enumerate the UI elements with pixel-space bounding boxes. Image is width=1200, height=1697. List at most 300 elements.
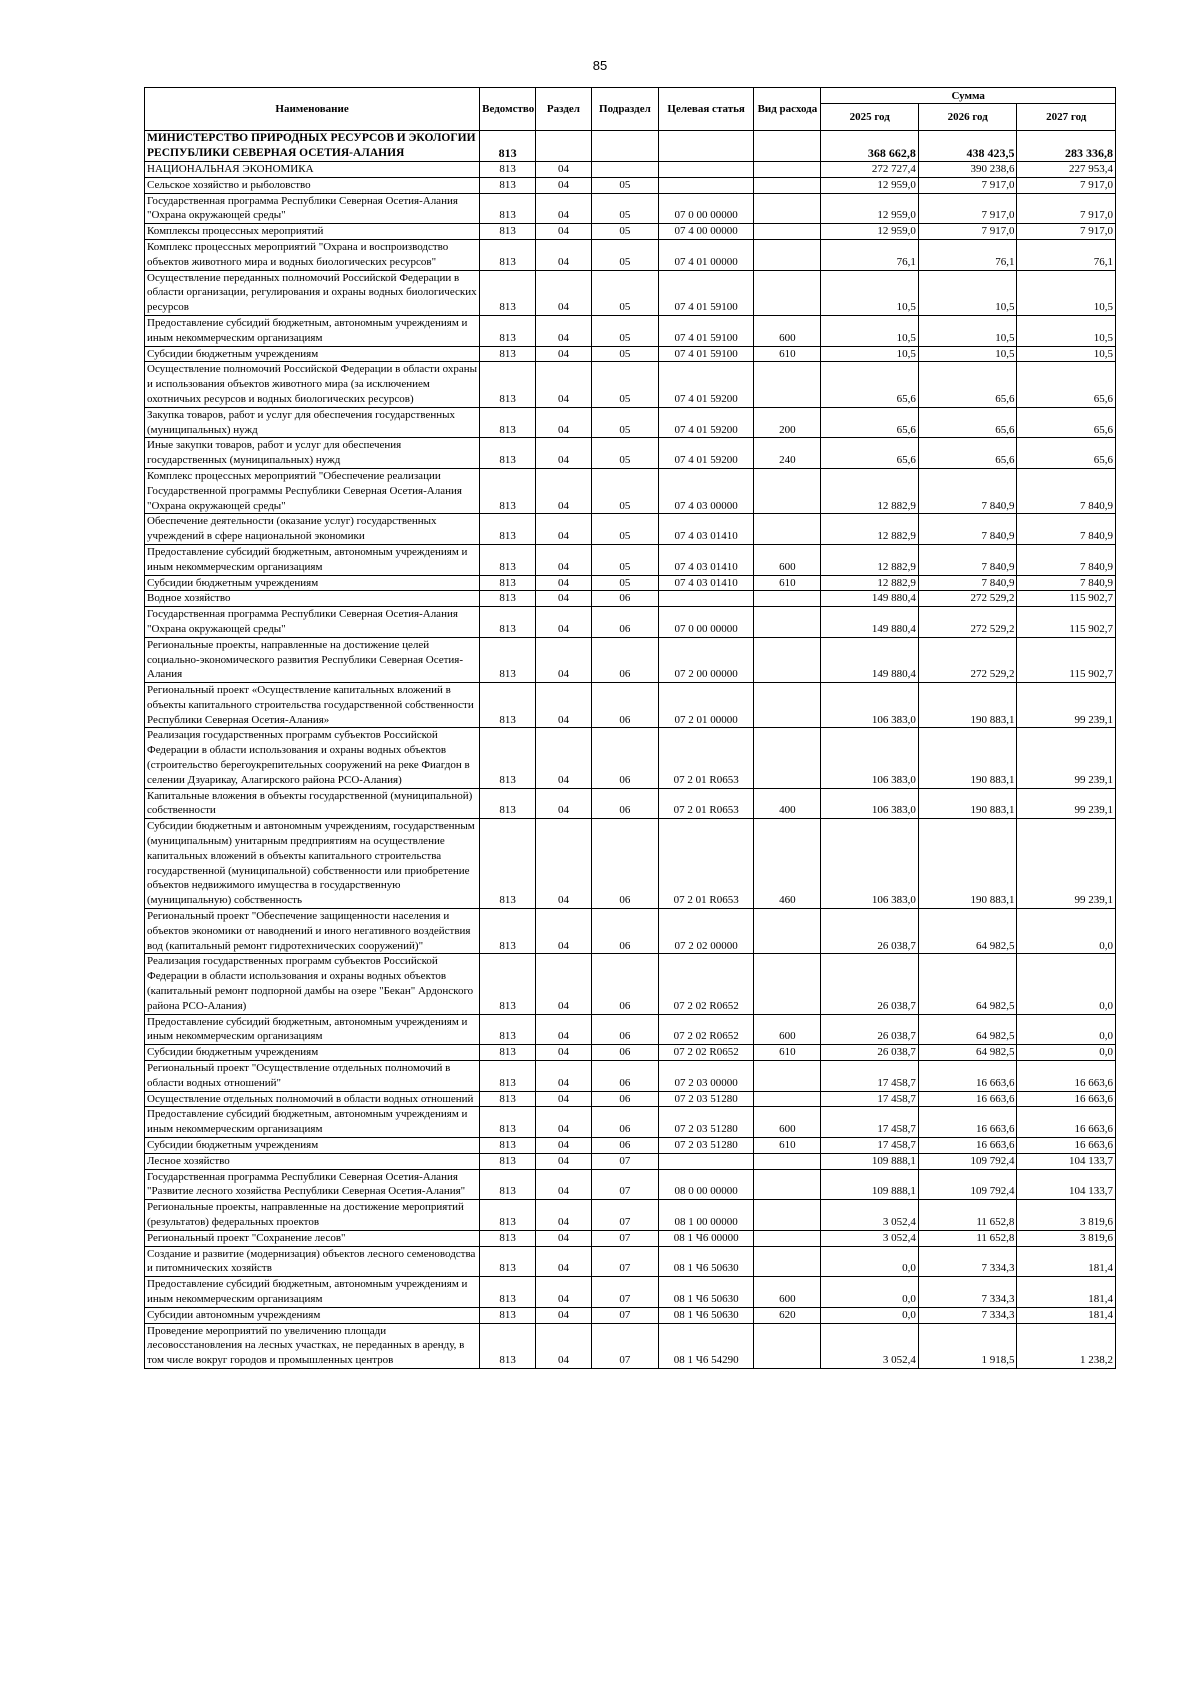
table-row <box>145 1061 1116 1092</box>
razdel-cell: 04 <box>536 315 592 346</box>
table-header <box>145 88 1116 131</box>
podrazdel-cell: 05 <box>591 315 658 346</box>
table-row <box>145 1138 1116 1154</box>
vr-cell <box>754 131 821 162</box>
sum-2025-cell: 106 383,0 <box>821 728 919 788</box>
razdel-cell: 04 <box>536 1169 592 1200</box>
podrazdel-cell: 06 <box>591 819 658 909</box>
ved-cell: 813 <box>480 544 536 575</box>
cs-cell: 07 2 02 R0652 <box>658 954 753 1014</box>
cs-cell: 08 1 Ч6 00000 <box>658 1230 753 1246</box>
sum-2027-cell: 3 819,6 <box>1017 1230 1116 1246</box>
podrazdel-cell: 05 <box>591 575 658 591</box>
sum-2025-cell: 106 383,0 <box>821 788 919 819</box>
ved-cell: 813 <box>480 1107 536 1138</box>
ved-cell: 813 <box>480 162 536 178</box>
vr-cell: 600 <box>754 315 821 346</box>
vr-cell <box>754 239 821 270</box>
podrazdel-cell: 06 <box>591 788 658 819</box>
sum-2027-cell: 99 239,1 <box>1017 819 1116 909</box>
sum-2025-cell: 17 458,7 <box>821 1107 919 1138</box>
table-row <box>145 346 1116 362</box>
ved-cell: 813 <box>480 346 536 362</box>
sum-2027-cell: 7 840,9 <box>1017 544 1116 575</box>
sum-2026-cell: 10,5 <box>918 270 1017 315</box>
sum-2025-cell: 17 458,7 <box>821 1138 919 1154</box>
header-vr: Вид расхода <box>754 88 821 131</box>
table-row <box>145 315 1116 346</box>
cs-cell: 07 4 01 59100 <box>658 346 753 362</box>
sum-2027-cell: 7 917,0 <box>1017 193 1116 224</box>
sum-2027-cell: 10,5 <box>1017 270 1116 315</box>
vr-cell <box>754 177 821 193</box>
sum-2027-cell: 16 663,6 <box>1017 1107 1116 1138</box>
podrazdel-cell: 07 <box>591 1200 658 1231</box>
row-name-cell: Водное хозяйство <box>145 591 480 607</box>
razdel-cell: 04 <box>536 1091 592 1107</box>
row-name-cell: Государственная программа Республики Северная Осетия-Алания "Охрана окружающей среды" <box>145 193 480 224</box>
podrazdel-cell: 07 <box>591 1246 658 1277</box>
podrazdel-cell: 07 <box>591 1169 658 1200</box>
cs-cell: 07 4 03 01410 <box>658 544 753 575</box>
cs-cell: 08 1 Ч6 50630 <box>658 1246 753 1277</box>
table-row <box>145 1277 1116 1308</box>
cs-cell: 07 4 01 59100 <box>658 270 753 315</box>
ved-cell: 813 <box>480 954 536 1014</box>
cs-cell: 07 2 03 51280 <box>658 1091 753 1107</box>
vr-cell <box>754 1169 821 1200</box>
sum-2027-cell: 16 663,6 <box>1017 1091 1116 1107</box>
row-name-cell: Создание и развитие (модернизация) объектов лесного семеноводства и питомнических хозяйств <box>145 1246 480 1277</box>
table-row <box>145 591 1116 607</box>
sum-2027-cell: 115 902,7 <box>1017 591 1116 607</box>
sum-2026-cell: 7 334,3 <box>918 1246 1017 1277</box>
row-name-cell: Осуществление переданных полномочий Российской Федерации в области организации, регулирования и охраны водных биологических ресурсов <box>145 270 480 315</box>
row-name-cell: Предоставление субсидий бюджетным, автономным учреждениям и иным некоммерческим организациям <box>145 1014 480 1045</box>
sum-2025-cell: 12 882,9 <box>821 514 919 545</box>
sum-2027-cell: 7 917,0 <box>1017 224 1116 240</box>
sum-2027-cell: 0,0 <box>1017 954 1116 1014</box>
cs-cell: 08 0 00 00000 <box>658 1169 753 1200</box>
sum-2027-cell: 115 902,7 <box>1017 607 1116 638</box>
ved-cell: 813 <box>480 1091 536 1107</box>
sum-2027-cell: 227 953,4 <box>1017 162 1116 178</box>
ved-cell: 813 <box>480 728 536 788</box>
razdel-cell: 04 <box>536 1153 592 1169</box>
vr-cell: 610 <box>754 1138 821 1154</box>
cs-cell <box>658 177 753 193</box>
razdel-cell: 04 <box>536 819 592 909</box>
ved-cell: 813 <box>480 788 536 819</box>
table-row <box>145 575 1116 591</box>
cs-cell: 07 4 03 01410 <box>658 514 753 545</box>
sum-2027-cell: 76,1 <box>1017 239 1116 270</box>
cs-cell: 07 2 02 R0652 <box>658 1045 753 1061</box>
sum-2027-cell: 181,4 <box>1017 1277 1116 1308</box>
ved-cell: 813 <box>480 1230 536 1246</box>
sum-2025-cell: 106 383,0 <box>821 819 919 909</box>
cs-cell <box>658 591 753 607</box>
vr-cell: 600 <box>754 544 821 575</box>
sum-2026-cell: 10,5 <box>918 315 1017 346</box>
vr-cell <box>754 637 821 682</box>
razdel-cell: 04 <box>536 224 592 240</box>
vr-cell: 610 <box>754 346 821 362</box>
table-row <box>145 193 1116 224</box>
sum-2026-cell: 65,6 <box>918 407 1017 438</box>
table-row <box>145 468 1116 513</box>
row-name-cell: Капитальные вложения в объекты государственной (муниципальной) собственности <box>145 788 480 819</box>
razdel-cell: 04 <box>536 407 592 438</box>
row-name-cell: Региональные проекты, направленные на достижение мероприятий (результатов) федеральных проектов <box>145 1200 480 1231</box>
cs-cell: 07 4 00 00000 <box>658 224 753 240</box>
sum-2025-cell: 10,5 <box>821 315 919 346</box>
razdel-cell: 04 <box>536 909 592 954</box>
sum-2026-cell: 1 918,5 <box>918 1323 1017 1368</box>
sum-2025-cell: 12 959,0 <box>821 224 919 240</box>
podrazdel-cell: 06 <box>591 1138 658 1154</box>
podrazdel-cell: 06 <box>591 909 658 954</box>
razdel-cell <box>536 131 592 162</box>
sum-2026-cell: 10,5 <box>918 346 1017 362</box>
ved-cell: 813 <box>480 270 536 315</box>
cs-cell: 07 2 03 51280 <box>658 1138 753 1154</box>
table-row <box>145 788 1116 819</box>
table-row <box>145 239 1116 270</box>
podrazdel-cell: 06 <box>591 591 658 607</box>
ved-cell: 813 <box>480 1246 536 1277</box>
sum-2027-cell: 65,6 <box>1017 407 1116 438</box>
sum-2027-cell: 65,6 <box>1017 438 1116 469</box>
table-row <box>145 1091 1116 1107</box>
ved-cell: 813 <box>480 1061 536 1092</box>
sum-2026-cell: 7 917,0 <box>918 177 1017 193</box>
sum-2026-cell: 190 883,1 <box>918 788 1017 819</box>
ved-cell: 813 <box>480 637 536 682</box>
podrazdel-cell: 05 <box>591 193 658 224</box>
sum-2025-cell: 12 959,0 <box>821 177 919 193</box>
razdel-cell: 04 <box>536 637 592 682</box>
table-row <box>145 177 1116 193</box>
cs-cell <box>658 131 753 162</box>
ved-cell: 813 <box>480 224 536 240</box>
header-year-2025: 2025 год <box>821 104 919 131</box>
sum-2025-cell: 65,6 <box>821 362 919 407</box>
podrazdel-cell: 07 <box>591 1277 658 1308</box>
header-razdel: Раздел <box>536 88 592 131</box>
row-name-cell: Субсидии бюджетным учреждениям <box>145 1045 480 1061</box>
vr-cell: 200 <box>754 407 821 438</box>
podrazdel-cell: 05 <box>591 177 658 193</box>
table-row <box>145 819 1116 909</box>
cs-cell: 07 0 00 00000 <box>658 193 753 224</box>
sum-2026-cell: 16 663,6 <box>918 1091 1017 1107</box>
cs-cell: 07 2 01 R0653 <box>658 788 753 819</box>
vr-cell <box>754 1200 821 1231</box>
sum-2026-cell: 7 840,9 <box>918 514 1017 545</box>
sum-2025-cell: 10,5 <box>821 346 919 362</box>
vr-cell <box>754 1230 821 1246</box>
sum-2025-cell: 12 882,9 <box>821 544 919 575</box>
podrazdel-cell: 05 <box>591 239 658 270</box>
sum-2026-cell: 272 529,2 <box>918 637 1017 682</box>
row-name-cell: Предоставление субсидий бюджетным, автономным учреждениям и иным некоммерческим организациям <box>145 544 480 575</box>
sum-2026-cell: 7 840,9 <box>918 468 1017 513</box>
sum-2027-cell: 99 239,1 <box>1017 728 1116 788</box>
ved-cell: 813 <box>480 1277 536 1308</box>
table-row <box>145 1153 1116 1169</box>
header-year-2026: 2026 год <box>918 104 1017 131</box>
sum-2026-cell: 7 917,0 <box>918 224 1017 240</box>
sum-2027-cell: 3 819,6 <box>1017 1200 1116 1231</box>
cs-cell: 07 4 01 59200 <box>658 362 753 407</box>
page-number: 85 <box>592 58 608 73</box>
sum-2027-cell: 7 840,9 <box>1017 575 1116 591</box>
table-row <box>145 607 1116 638</box>
sum-2027-cell: 7 840,9 <box>1017 468 1116 513</box>
sum-2026-cell: 190 883,1 <box>918 819 1017 909</box>
row-name-cell: Государственная программа Республики Северная Осетия-Алания "Развитие лесного хозяйства Республики Северная Осетия-Алания" <box>145 1169 480 1200</box>
cs-cell: 07 2 03 51280 <box>658 1107 753 1138</box>
razdel-cell: 04 <box>536 607 592 638</box>
cs-cell: 07 2 02 R0652 <box>658 1014 753 1045</box>
vr-cell: 460 <box>754 819 821 909</box>
row-name-cell: Субсидии автономным учреждениям <box>145 1307 480 1323</box>
sum-2026-cell: 7 334,3 <box>918 1307 1017 1323</box>
vr-cell <box>754 728 821 788</box>
sum-2025-cell: 149 880,4 <box>821 637 919 682</box>
ved-cell: 813 <box>480 177 536 193</box>
razdel-cell: 04 <box>536 1246 592 1277</box>
table-row <box>145 1230 1116 1246</box>
cs-cell <box>658 162 753 178</box>
razdel-cell: 04 <box>536 468 592 513</box>
table-row <box>145 270 1116 315</box>
podrazdel-cell: 06 <box>591 728 658 788</box>
row-name-cell: Субсидии бюджетным учреждениям <box>145 575 480 591</box>
podrazdel-cell: 05 <box>591 514 658 545</box>
ved-cell: 813 <box>480 1014 536 1045</box>
sum-2025-cell: 65,6 <box>821 438 919 469</box>
sum-2026-cell: 7 840,9 <box>918 575 1017 591</box>
sum-2025-cell: 3 052,4 <box>821 1323 919 1368</box>
podrazdel-cell: 05 <box>591 438 658 469</box>
row-name-cell: МИНИСТЕРСТВО ПРИРОДНЫХ РЕСУРСОВ И ЭКОЛОГИИ РЕСПУБЛИКИ СЕВЕРНАЯ ОСЕТИЯ-АЛАНИЯ <box>145 131 480 162</box>
table-row <box>145 438 1116 469</box>
cs-cell: 07 0 00 00000 <box>658 607 753 638</box>
sum-2027-cell: 16 663,6 <box>1017 1138 1116 1154</box>
razdel-cell: 04 <box>536 683 592 728</box>
razdel-cell: 04 <box>536 728 592 788</box>
table-row <box>145 362 1116 407</box>
sum-2025-cell: 149 880,4 <box>821 607 919 638</box>
vr-cell <box>754 607 821 638</box>
vr-cell <box>754 224 821 240</box>
sum-2025-cell: 272 727,4 <box>821 162 919 178</box>
row-name-cell: Региональные проекты, направленные на достижение целей социально-экономического развития Республики Северная Осетия-Алания <box>145 637 480 682</box>
row-name-cell: Комплексы процессных мероприятий <box>145 224 480 240</box>
header-summa: Сумма <box>821 88 1116 104</box>
vr-cell <box>754 162 821 178</box>
cs-cell: 07 2 01 R0653 <box>658 819 753 909</box>
header-ved: Ведомство <box>480 88 536 131</box>
podrazdel-cell: 06 <box>591 683 658 728</box>
sum-2025-cell: 109 888,1 <box>821 1153 919 1169</box>
row-name-cell: Лесное хозяйство <box>145 1153 480 1169</box>
sum-2026-cell: 272 529,2 <box>918 591 1017 607</box>
sum-2026-cell: 64 982,5 <box>918 909 1017 954</box>
table-row <box>145 909 1116 954</box>
sum-2027-cell: 10,5 <box>1017 346 1116 362</box>
sum-2026-cell: 7 334,3 <box>918 1277 1017 1308</box>
razdel-cell: 04 <box>536 1230 592 1246</box>
row-name-cell: Реализация государственных программ субъектов Российской Федерации в области использования и охраны водных объектов (строительство берегоукрепительных сооружений на реке Фиагдон в селении Дзуарикау, Алагирского района РСО-Алания) <box>145 728 480 788</box>
sum-2025-cell: 3 052,4 <box>821 1200 919 1231</box>
vr-cell: 600 <box>754 1107 821 1138</box>
ved-cell: 813 <box>480 239 536 270</box>
sum-2027-cell: 0,0 <box>1017 909 1116 954</box>
cs-cell: 08 1 Ч6 54290 <box>658 1323 753 1368</box>
row-name-cell: Осуществление отдельных полномочий в области водных отношений <box>145 1091 480 1107</box>
razdel-cell: 04 <box>536 544 592 575</box>
ved-cell: 813 <box>480 1138 536 1154</box>
sum-2025-cell: 3 052,4 <box>821 1230 919 1246</box>
row-name-cell: Субсидии бюджетным учреждениям <box>145 1138 480 1154</box>
podrazdel-cell: 05 <box>591 346 658 362</box>
cs-cell: 07 4 01 59200 <box>658 438 753 469</box>
ved-cell: 813 <box>480 819 536 909</box>
sum-2025-cell: 0,0 <box>821 1307 919 1323</box>
podrazdel-cell: 05 <box>591 407 658 438</box>
sum-2026-cell: 65,6 <box>918 362 1017 407</box>
sum-2027-cell: 0,0 <box>1017 1045 1116 1061</box>
ved-cell: 813 <box>480 1200 536 1231</box>
vr-cell: 610 <box>754 1045 821 1061</box>
header-cs: Целевая статья <box>658 88 753 131</box>
vr-cell <box>754 514 821 545</box>
podrazdel-cell <box>591 162 658 178</box>
row-name-cell: Проведение мероприятий по увеличению площади лесовосстановления на лесных участках, не переданных в аренду, в том числе вокруг городов и промышленных центров <box>145 1323 480 1368</box>
row-name-cell: Предоставление субсидий бюджетным, автономным учреждениям и иным некоммерческим организациям <box>145 1107 480 1138</box>
podrazdel-cell: 06 <box>591 1061 658 1092</box>
ved-cell: 813 <box>480 1307 536 1323</box>
vr-cell: 400 <box>754 788 821 819</box>
table-row <box>145 162 1116 178</box>
cs-cell: 07 2 02 00000 <box>658 909 753 954</box>
cs-cell: 07 2 01 00000 <box>658 683 753 728</box>
sum-2026-cell: 390 238,6 <box>918 162 1017 178</box>
razdel-cell: 04 <box>536 1014 592 1045</box>
cs-cell: 07 2 03 00000 <box>658 1061 753 1092</box>
sum-2025-cell: 368 662,8 <box>821 131 919 162</box>
razdel-cell: 04 <box>536 1061 592 1092</box>
sum-2027-cell: 104 133,7 <box>1017 1169 1116 1200</box>
razdel-cell: 04 <box>536 1323 592 1368</box>
razdel-cell: 04 <box>536 954 592 1014</box>
vr-cell: 600 <box>754 1277 821 1308</box>
sum-2025-cell: 26 038,7 <box>821 909 919 954</box>
cs-cell: 08 1 Ч6 50630 <box>658 1277 753 1308</box>
table-row <box>145 1246 1116 1277</box>
sum-2027-cell: 99 239,1 <box>1017 788 1116 819</box>
sum-2025-cell: 106 383,0 <box>821 683 919 728</box>
row-name-cell: Осуществление полномочий Российской Федерации в области охраны и использования объектов животного мира (за исключением охотничьих ресурсов и водных биологических ресурсов) <box>145 362 480 407</box>
sum-2027-cell: 283 336,8 <box>1017 131 1116 162</box>
podrazdel-cell: 05 <box>591 224 658 240</box>
table-row <box>145 407 1116 438</box>
cs-cell: 07 4 03 01410 <box>658 575 753 591</box>
ved-cell: 813 <box>480 438 536 469</box>
sum-2025-cell: 12 882,9 <box>821 468 919 513</box>
podrazdel-cell: 05 <box>591 544 658 575</box>
sum-2027-cell: 7 840,9 <box>1017 514 1116 545</box>
ved-cell: 813 <box>480 1153 536 1169</box>
sum-2027-cell: 0,0 <box>1017 1014 1116 1045</box>
ved-cell: 813 <box>480 1323 536 1368</box>
table-row <box>145 1169 1116 1200</box>
row-name-cell: Комплекс процессных мероприятий "Охрана и воспроизводство объектов животного мира и водных биологических ресурсов" <box>145 239 480 270</box>
sum-2025-cell: 26 038,7 <box>821 954 919 1014</box>
vr-cell <box>754 1153 821 1169</box>
table-row <box>145 1200 1116 1231</box>
sum-2027-cell: 65,6 <box>1017 362 1116 407</box>
razdel-cell: 04 <box>536 1107 592 1138</box>
sum-2025-cell: 0,0 <box>821 1246 919 1277</box>
table-row <box>145 1014 1116 1045</box>
razdel-cell: 04 <box>536 438 592 469</box>
razdel-cell: 04 <box>536 362 592 407</box>
sum-2025-cell: 65,6 <box>821 407 919 438</box>
sum-2025-cell: 0,0 <box>821 1277 919 1308</box>
ved-cell: 813 <box>480 514 536 545</box>
ved-cell: 813 <box>480 315 536 346</box>
cs-cell: 07 2 01 R0653 <box>658 728 753 788</box>
podrazdel-cell: 07 <box>591 1230 658 1246</box>
podrazdel-cell: 07 <box>591 1153 658 1169</box>
podrazdel-cell: 07 <box>591 1307 658 1323</box>
podrazdel-cell: 06 <box>591 1107 658 1138</box>
podrazdel-cell: 05 <box>591 362 658 407</box>
podrazdel-cell: 06 <box>591 607 658 638</box>
table-row <box>145 131 1116 162</box>
ved-cell: 813 <box>480 407 536 438</box>
sum-2026-cell: 64 982,5 <box>918 1045 1017 1061</box>
sum-2027-cell: 16 663,6 <box>1017 1061 1116 1092</box>
ved-cell: 813 <box>480 1045 536 1061</box>
table-body <box>145 131 1116 1369</box>
row-name-cell: Предоставление субсидий бюджетным, автономным учреждениям и иным некоммерческим организациям <box>145 315 480 346</box>
row-name-cell: Комплекс процессных мероприятий "Обеспечение реализации Государственной программы Республики Северная Осетия-Алания "Охрана окружающей среды" <box>145 468 480 513</box>
podrazdel-cell: 06 <box>591 637 658 682</box>
vr-cell <box>754 1061 821 1092</box>
table-row <box>145 224 1116 240</box>
razdel-cell: 04 <box>536 270 592 315</box>
razdel-cell: 04 <box>536 575 592 591</box>
sum-2026-cell: 109 792,4 <box>918 1153 1017 1169</box>
vr-cell <box>754 683 821 728</box>
vr-cell <box>754 954 821 1014</box>
table-row <box>145 954 1116 1014</box>
cs-cell: 07 4 01 59100 <box>658 315 753 346</box>
sum-2027-cell: 7 917,0 <box>1017 177 1116 193</box>
table-row <box>145 1307 1116 1323</box>
sum-2026-cell: 438 423,5 <box>918 131 1017 162</box>
table-row <box>145 1323 1116 1368</box>
sum-2026-cell: 11 652,8 <box>918 1200 1017 1231</box>
razdel-cell: 04 <box>536 177 592 193</box>
razdel-cell: 04 <box>536 1307 592 1323</box>
sum-2025-cell: 26 038,7 <box>821 1014 919 1045</box>
